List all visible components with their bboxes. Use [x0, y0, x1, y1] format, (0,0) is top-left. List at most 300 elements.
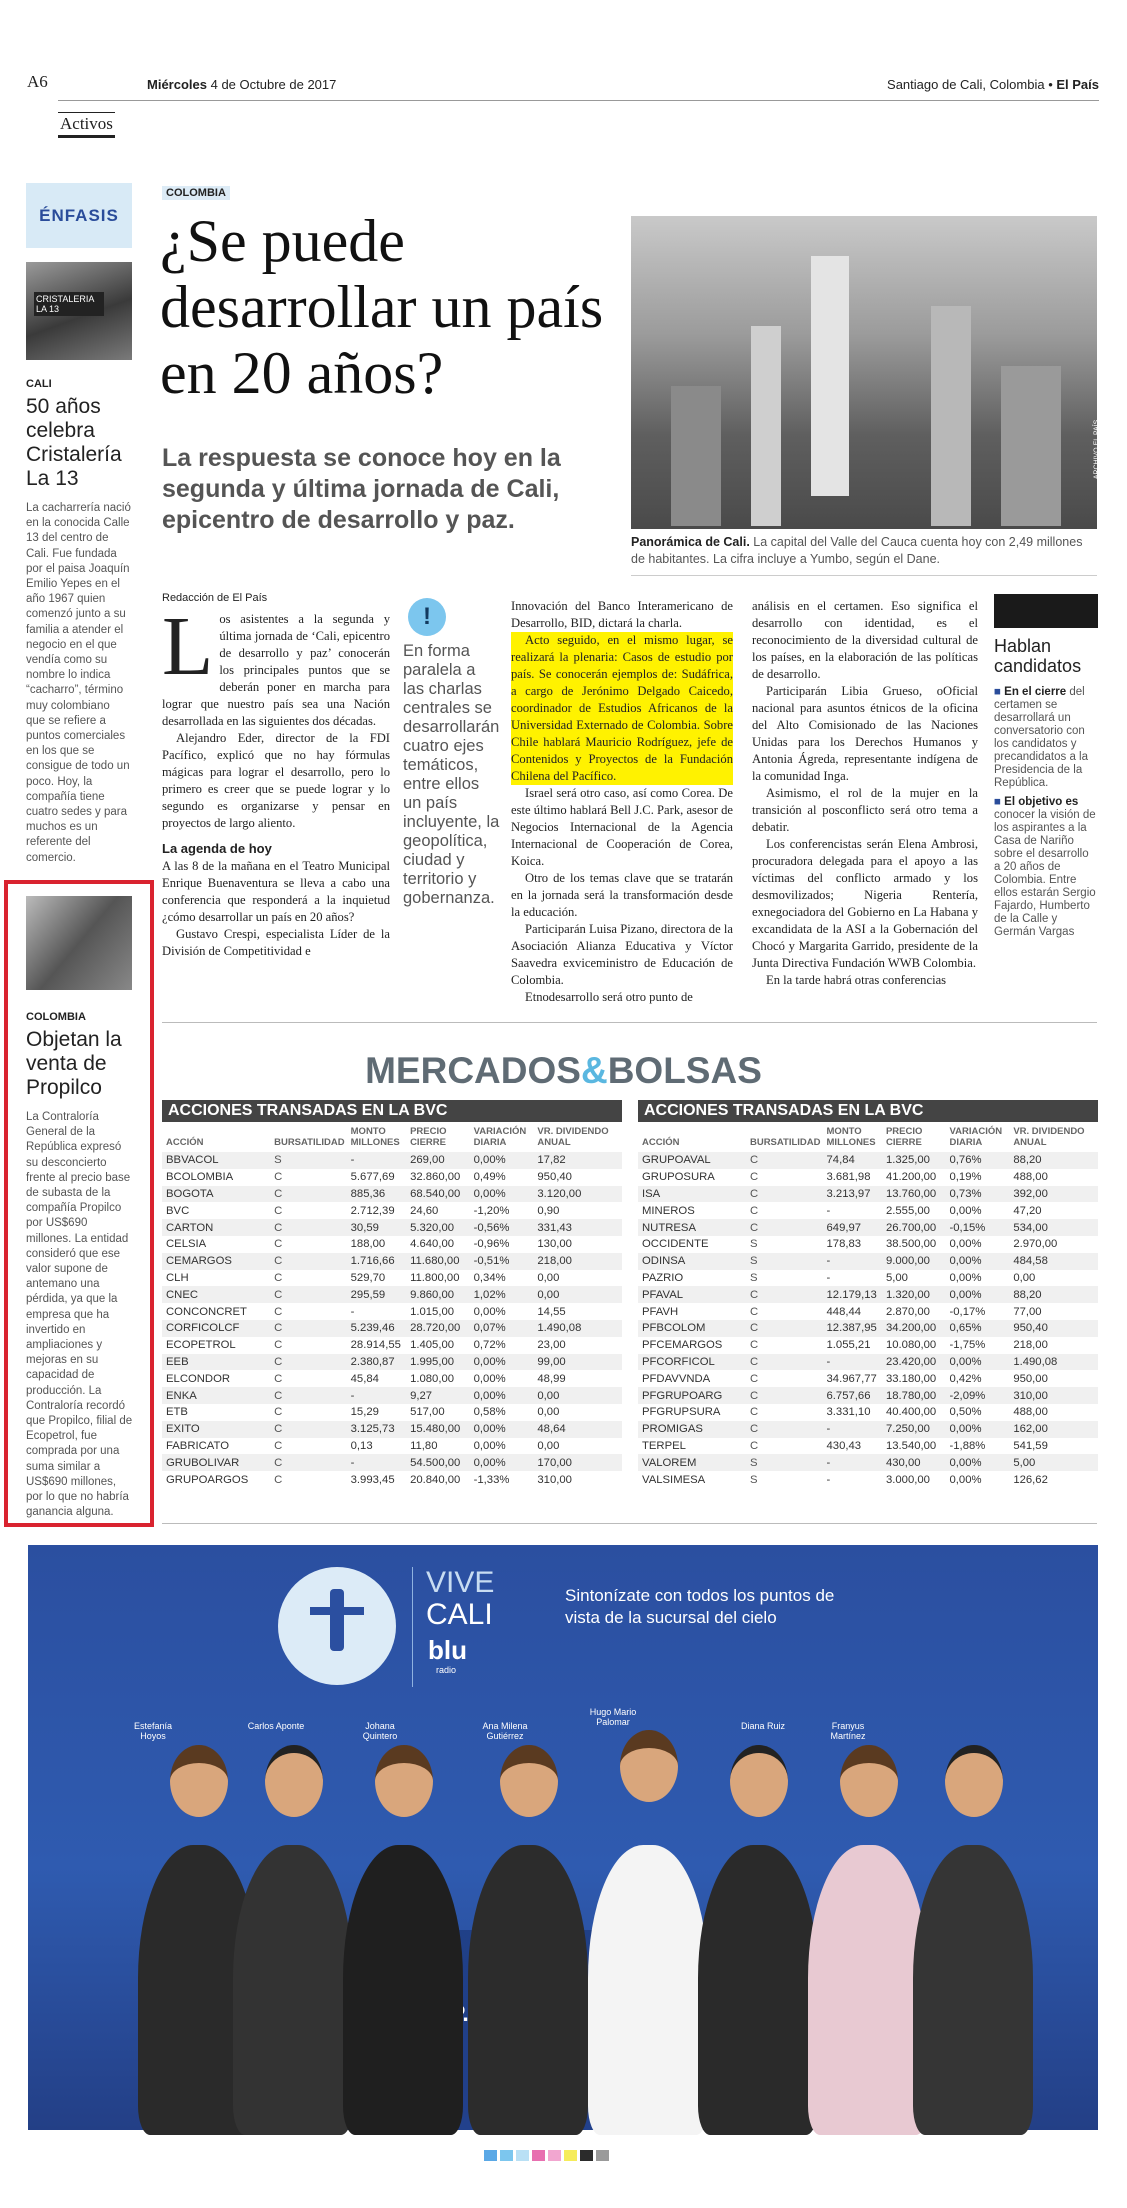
table-row	[638, 1303, 1098, 1320]
table-cell: -1,20%	[473, 1204, 510, 1217]
registration-swatch	[596, 2150, 609, 2161]
table-cell: 18.780,00	[882, 1387, 946, 1404]
table-row	[162, 1219, 622, 1236]
table-cell: 1,02%	[470, 1286, 534, 1303]
sidebar-label: ÉNFASIS	[26, 183, 132, 248]
registration-swatch	[548, 2150, 561, 2161]
box-title: Hablan candidatos	[994, 636, 1082, 676]
table-cell: C	[746, 1387, 823, 1404]
column-header: MONTO MILLONES	[350, 1126, 400, 1148]
table-cell: 430,00	[882, 1454, 946, 1471]
table-cell: BOGOTA	[162, 1186, 270, 1203]
table-cell: 3.331,10	[826, 1406, 871, 1419]
table-cell: CARTON	[162, 1219, 270, 1236]
table-cell: C	[270, 1320, 347, 1337]
table-cell: -	[826, 1204, 831, 1217]
table-cell: ISA	[638, 1186, 746, 1203]
table-cell: 484,58	[1009, 1253, 1098, 1270]
table-cell: S	[749, 1473, 758, 1486]
table-cell: -	[347, 1387, 406, 1404]
table-cell: 0,34%	[473, 1271, 506, 1284]
column-header: VARIACIÓN DIARIA	[473, 1126, 527, 1148]
table-cell: -0,56%	[470, 1219, 534, 1236]
cali-statue-logo	[278, 1567, 396, 1685]
table-cell: 68.540,00	[406, 1186, 470, 1203]
market-table-title: ACCIONES TRANSADAS EN LA BVC	[162, 1100, 622, 1122]
table-row	[162, 1186, 622, 1203]
table-row	[638, 1387, 1098, 1404]
presenter-name: Franyus Martínez	[830, 1721, 866, 1741]
table-cell: 0,90	[537, 1204, 560, 1217]
table-cell: C	[270, 1253, 347, 1270]
table-cell: 0,00	[1013, 1271, 1036, 1284]
photo-credit: ARCHIVO EL PAÍS	[1093, 419, 1101, 480]
story-kicker: CALI	[26, 378, 52, 390]
table-cell: 23,00	[537, 1339, 566, 1352]
column-header: VARIACIÓN DIARIA	[949, 1126, 1003, 1148]
table-cell: ODINSA	[638, 1253, 746, 1270]
table-cell: 170,00	[533, 1454, 622, 1471]
article-col-1: L os asistentes a la segunda y última jornada de ‘Cali, epicentro de desarrollo y paz’ conocerán los principales puntos que se deberán poner en marcha para lograr que nuestro país sea una Nación desarrollada en las siguientes dos décadas. Alejandro Eder, director de la FDI Pacífico, explicó que no hay fórmulas mágicas para lograr el desarrollo, pero lo primero es creer que se puede lograr y lo segundo es organizarse y pensar en proyectos de largo aliento. La agenda de hoy A las 8 de la mañana en el Teatro Municipal Enrique Buenaventura se lleva a cabo una conferencia que responderá a la inquietud ¿cómo desarrollar un país en 20 años? Gustavo Crespi, especialista Líder de la División de Competitividad e	[162, 600, 390, 958]
table-cell: PFGRUPOARG	[638, 1387, 746, 1404]
presenter-figure	[343, 1845, 463, 2135]
table-cell: ELCONDOR	[166, 1372, 231, 1385]
table-cell: 41.200,00	[885, 1171, 937, 1184]
table-cell: C	[749, 1372, 759, 1385]
table-row	[638, 1320, 1098, 1337]
registration-swatch	[500, 2150, 513, 2161]
table-cell: C	[270, 1186, 347, 1203]
ad-radio-small: radio	[436, 1665, 457, 1675]
ad-vive: VIVE	[426, 1566, 495, 1599]
ad-blu-small: blu	[428, 1635, 467, 1665]
table-cell: -2,09%	[946, 1387, 1010, 1404]
story-title[interactable]: 50 años celebra Cristalería La 13	[26, 395, 122, 490]
column-header: VR. DIVIDENDO ANUAL	[1013, 1126, 1085, 1148]
table-cell: 517,00	[410, 1406, 445, 1419]
table-cell: -	[823, 1253, 882, 1270]
table-row	[638, 1186, 1098, 1203]
table-cell: GRUPOARGOS	[166, 1473, 249, 1486]
presenter-face	[730, 1745, 788, 1817]
table-cell: 4.640,00	[410, 1238, 455, 1251]
table-cell: 0,00%	[473, 1372, 506, 1385]
presenter-figure	[698, 1845, 818, 2135]
table-row	[638, 1337, 1098, 1354]
header-date: Miércoles 4 de Octubre de 2017	[147, 77, 337, 92]
table-cell: 23.420,00	[882, 1354, 946, 1371]
table-cell: -	[823, 1421, 882, 1438]
table-cell: 34.967,77	[826, 1372, 877, 1385]
presenter-name: Ana Milena Gutiérrez	[482, 1721, 528, 1741]
table-cell: 188,00	[350, 1238, 386, 1251]
table-cell: 28.914,55	[350, 1339, 401, 1352]
table-cell: 15,29	[350, 1406, 379, 1419]
table-cell: C	[274, 1372, 283, 1385]
table-cell: PFBCOLOM	[638, 1320, 746, 1337]
dropcap: L	[162, 600, 214, 693]
ad-tagline: Sintonízate con todos los puntos de vista de la sucursal del cielo	[565, 1586, 835, 1627]
table-cell: 12.387,95	[823, 1320, 882, 1337]
sidebar-story-cristaleria	[26, 378, 132, 866]
presenter-figure	[468, 1845, 588, 2135]
table-cell: BBVACOL	[162, 1152, 270, 1169]
table-cell: 0,49%	[473, 1171, 506, 1184]
table-row	[162, 1169, 622, 1186]
table-cell: 5.677,69	[350, 1171, 395, 1184]
table-cell: 0,58%	[473, 1406, 506, 1419]
table-cell: 1.055,21	[826, 1339, 871, 1352]
article-subhead: La respuesta se conoce hoy en la segunda y última jornada de Cali, epicentro de desarrollo y paz.	[162, 444, 561, 534]
table-cell: 74,84	[823, 1152, 882, 1169]
table-cell: CONCONCRET	[166, 1305, 247, 1318]
table-cell: 54.500,00	[406, 1454, 470, 1471]
table-cell: 1.015,00	[410, 1305, 455, 1318]
section-label: Activos	[58, 112, 115, 138]
table-cell: 1.716,66	[347, 1253, 406, 1270]
table-cell: 28.720,00	[406, 1320, 470, 1337]
table-cell: 1.995,00	[406, 1354, 470, 1371]
table-cell: 178,83	[826, 1238, 862, 1251]
table-cell: 15.480,00	[406, 1421, 470, 1438]
table-row	[162, 1404, 622, 1421]
byline: Redacción de El País	[162, 592, 268, 604]
table-cell: 950,40	[537, 1171, 572, 1184]
photo-caption: Panorámica de Cali. La capital del Valle del Cauca cuenta hoy con 2,49 millones de habitantes. La cifra incluye a Yumbo, según el Dane.	[631, 535, 1083, 566]
cristaleria-photo	[26, 262, 132, 360]
table-cell: 9,27	[406, 1387, 470, 1404]
table-cell: 13.540,00	[885, 1439, 937, 1452]
table-row	[638, 1219, 1098, 1236]
table-cell: C	[746, 1286, 823, 1303]
table-cell: 0,76%	[946, 1152, 1010, 1169]
table-cell: -0,51%	[470, 1253, 534, 1270]
presenter-name: Hugo Mario Palomar	[589, 1707, 637, 1727]
column-header: ACCIÓN	[642, 1137, 680, 1148]
table-cell: 885,36	[347, 1186, 406, 1203]
table-cell: -	[347, 1152, 406, 1169]
registration-swatch	[564, 2150, 577, 2161]
table-cell: C	[746, 1152, 823, 1169]
table-cell: 0,00%	[470, 1354, 534, 1371]
table-cell: C	[749, 1204, 759, 1217]
table-cell: 0,00	[537, 1406, 560, 1419]
table-cell: PFDAVVNDA	[642, 1372, 711, 1385]
table-cell: 310,00	[1009, 1387, 1098, 1404]
table-cell: 3.681,98	[826, 1171, 871, 1184]
table-row	[638, 1370, 1098, 1387]
table-cell: 0,00%	[473, 1439, 506, 1452]
table-cell: 448,44	[826, 1305, 862, 1318]
article-col-2: Innovación del Banco Interamericano de Desarrollo, BID, dictará la charla. Acto seguido, en el mismo lugar, se realizará la plenaria: Casos de estudio por país. Se conocerán ejemplos de: Sudáfrica, a cargo de Jerónimo Delgado Caicedo, coordinador de Estudios Africanos de la Universidad Externado de Colombia. Sobre Chile hablará Mauricio Rodríguez, jefe de Contenidos y Proyectos de la Fundación Chilena del Pacífico. Israel será otro caso, así como Corea. De este último hablará Bell J.C. Park, asesor de Negocios Internacional de la Agencia Internacional de Cooperación de Corea, Koica. Otro de los temas clave que se tratarán en la jornada será la transformación desde la educación. Participarán Luisa Pizano, directora de la Asociación Alianza Educativa y Víctor Saavedra exviceministro de Educación de Colombia. Etnodesarrollo será otro punto de	[511, 599, 733, 1004]
subtitle-agenda: La agenda de hoy	[162, 841, 272, 856]
table-cell: C	[749, 1339, 759, 1352]
presenter-face	[620, 1730, 678, 1802]
table-cell: C	[274, 1238, 283, 1251]
table-cell: -	[823, 1354, 882, 1371]
presenter-face	[945, 1745, 1003, 1817]
table-cell: -	[823, 1454, 882, 1471]
table-row	[638, 1286, 1098, 1303]
table-row	[162, 1454, 622, 1471]
table-cell: C	[274, 1271, 283, 1284]
article-kicker: COLOMBIA	[162, 186, 230, 200]
column-header: MONTO MILLONES	[826, 1126, 876, 1148]
table-cell: 0,00%	[949, 1271, 982, 1284]
table-cell: 130,00	[537, 1238, 572, 1251]
box-black-band	[994, 594, 1098, 628]
table-row	[162, 1370, 622, 1387]
table-cell: 0,73%	[946, 1186, 1010, 1203]
table-cell: 162,00	[1009, 1421, 1098, 1438]
table-cell: 9.860,00	[406, 1286, 470, 1303]
table-cell: ENKA	[162, 1387, 270, 1404]
table-row	[162, 1253, 622, 1270]
header-location: Santiago de Cali, Colombia • El País	[887, 77, 1099, 92]
table-cell: C	[274, 1305, 283, 1318]
table-cell: TERPEL	[642, 1439, 686, 1452]
table-cell: 3.993,45	[350, 1473, 395, 1486]
table-cell: C	[274, 1204, 283, 1217]
table-cell: C	[749, 1406, 759, 1419]
table-cell: CLH	[166, 1271, 189, 1284]
table-cell: 0,00%	[946, 1454, 1010, 1471]
table-cell: 950,00	[1013, 1372, 1048, 1385]
table-cell: 0,00%	[949, 1473, 982, 1486]
table-cell: 88,20	[1009, 1286, 1098, 1303]
table-cell: 2.555,00	[885, 1204, 930, 1217]
table-cell: 0,00%	[470, 1421, 534, 1438]
market-table-left	[162, 1100, 622, 1488]
table-cell: -0,17%	[949, 1305, 986, 1318]
table-cell: 0,50%	[949, 1406, 982, 1419]
table-cell: -1,88%	[949, 1439, 986, 1452]
table-cell: C	[749, 1439, 759, 1452]
table-cell: 5,00	[1009, 1454, 1098, 1471]
story-body: La Contraloría General de la República expresó su desconcierto frente al precio base de subasta de la compañía Propilco por US$690 millones. La entidad consideró que ese valor supone de antemano una pérdida, ya que la empresa que ha invertido en ampliaciones y mejoras en su capacidad de producción. La Contraloría recordó que Propilco, filial de Ecopetrol, fue comprada por una suma similar a US$690 millones, por lo que no habría ganancia alguna.	[26, 1111, 133, 1519]
table-cell: MINEROS	[642, 1204, 695, 1217]
table-cell: 0,42%	[949, 1372, 982, 1385]
table-cell: -0,96%	[473, 1238, 510, 1251]
table-row	[638, 1438, 1098, 1455]
table-cell: EEB	[162, 1354, 270, 1371]
table-row	[162, 1303, 622, 1320]
table-cell: 13.760,00	[882, 1186, 946, 1203]
story-title[interactable]: Objetan la venta de Propilco	[26, 1028, 122, 1099]
table-cell: PFCEMARGOS	[642, 1339, 723, 1352]
table-cell: 2.970,00	[1013, 1238, 1058, 1251]
table-cell: 45,84	[350, 1372, 379, 1385]
table-cell: C	[270, 1354, 347, 1371]
table-cell: C	[746, 1421, 823, 1438]
radio-advertisement	[28, 1545, 1098, 2130]
table-cell: -	[347, 1454, 406, 1471]
table-row	[638, 1471, 1098, 1488]
table-cell: 295,59	[347, 1286, 406, 1303]
table-cell: 5,00	[885, 1271, 908, 1284]
table-cell: CELSIA	[166, 1238, 207, 1251]
table-cell: 38.500,00	[885, 1238, 937, 1251]
column-header: ACCIÓN	[166, 1137, 204, 1148]
table-cell: 26.700,00	[882, 1219, 946, 1236]
table-cell: 0,00%	[946, 1421, 1010, 1438]
table-cell: 126,62	[1013, 1473, 1048, 1486]
table-cell: C	[746, 1354, 823, 1371]
table-cell: BVC	[166, 1204, 190, 1217]
table-cell: 20.840,00	[410, 1473, 461, 1486]
table-cell: 0,65%	[946, 1320, 1010, 1337]
pull-icon: !	[408, 598, 446, 636]
table-cell: 48,99	[537, 1372, 566, 1385]
column-header: PRECIO CIERRE	[410, 1126, 447, 1148]
candidates-box: Hablan candidatos ■ En el cierre del certamen se desarrollará un conversatorio con los candidatos y precandidatos a la Presidencia de la República. ■ El objetivo es conocer la visión de los aspirantes a la Casa de Nariño sobre el desarrollo a 20 años de Colombia. Entre ellos estarán Sergio Fajardo, Humberto de la Calle y Germán Vargas	[994, 594, 1098, 939]
table-cell: 11.800,00	[410, 1271, 460, 1284]
cristaleria-sign: CRISTALERIA LA 13	[34, 292, 104, 316]
table-cell: 34.200,00	[882, 1320, 946, 1337]
table-cell: 10.080,00	[885, 1339, 937, 1352]
table-cell: 0,00%	[470, 1152, 534, 1169]
table-cell: 48,64	[533, 1421, 622, 1438]
market-table-right	[638, 1100, 1098, 1488]
table-cell: 30,59	[347, 1219, 406, 1236]
propilco-photo	[26, 896, 132, 990]
presenter-figure	[233, 1845, 353, 2135]
table-cell: C	[274, 1171, 283, 1184]
table-cell: ETB	[166, 1406, 188, 1419]
table-cell: 14,55	[537, 1305, 566, 1318]
table-cell: 0,00	[537, 1271, 560, 1284]
table-cell: 0,00%	[470, 1454, 534, 1471]
table-cell: 541,59	[1013, 1439, 1048, 1452]
table-cell: 534,00	[1009, 1219, 1098, 1236]
table-cell: 0,13	[350, 1439, 373, 1452]
table-cell: -	[826, 1473, 831, 1486]
table-cell: 99,00	[533, 1354, 622, 1371]
table-cell: NUTRESA	[638, 1219, 746, 1236]
table-row	[162, 1286, 622, 1303]
presenter-face	[840, 1745, 898, 1817]
table-cell: 0,00%	[946, 1286, 1010, 1303]
presenter-figure	[808, 1845, 928, 2135]
table-cell: 3.125,73	[347, 1421, 406, 1438]
table-cell: C	[749, 1171, 759, 1184]
story-kicker: COLOMBIA	[26, 1011, 86, 1023]
table-cell: PFCORFICOL	[638, 1354, 746, 1371]
table-cell: 310,00	[537, 1473, 572, 1486]
table-cell: 11,80	[410, 1439, 438, 1452]
table-cell: 12.179,13	[823, 1286, 882, 1303]
presenter-name: Carlos Aponte	[247, 1721, 305, 1731]
table-cell: 2.870,00	[885, 1305, 930, 1318]
table-cell: 1.490,08	[1009, 1354, 1098, 1371]
table-cell: 0,00%	[470, 1186, 534, 1203]
table-cell: 1.320,00	[882, 1286, 946, 1303]
table-cell: S	[749, 1238, 758, 1251]
table-cell: -	[350, 1305, 355, 1318]
presenter-face	[375, 1745, 433, 1817]
highlighted-paragraph: Acto seguido, en el mismo lugar, se realizará la plenaria: Casos de estudio por país. Se conocerán ejemplos de: Sudáfrica, a cargo de Jerónimo Delgado Caicedo, coordinador de Estudios Africanos de la Universidad Externado de Colombia. Sobre Chile hablará Mauricio Rodríguez, jefe de Contenidos y Proyectos de la Fundación Chilena del Pacífico.	[511, 633, 733, 783]
column-header: BURSATILIDAD	[274, 1137, 345, 1148]
table-row	[162, 1438, 622, 1455]
table-row	[638, 1421, 1098, 1438]
table-row	[638, 1270, 1098, 1287]
table-row	[162, 1202, 622, 1219]
table-cell: 17,82	[533, 1152, 622, 1169]
table-cell: GRUBOLIVAR	[162, 1454, 270, 1471]
registration-swatch	[580, 2150, 593, 2161]
presenter-face	[500, 1745, 558, 1817]
table-cell: S	[270, 1152, 347, 1169]
table-row	[162, 1471, 622, 1488]
table-row	[162, 1337, 622, 1354]
table-cell: 1.325,00	[882, 1152, 946, 1169]
table-row	[162, 1236, 622, 1253]
table-cell: 5.239,46	[347, 1320, 406, 1337]
table-cell: 3.000,00	[885, 1473, 930, 1486]
table-row	[162, 1152, 622, 1169]
table-row	[638, 1202, 1098, 1219]
table-cell: OCCIDENTE	[642, 1238, 709, 1251]
table-cell: -0,15%	[946, 1219, 1010, 1236]
table-cell: 0,00%	[949, 1238, 982, 1251]
cali-panorama-photo	[631, 216, 1101, 529]
table-cell: C	[270, 1421, 347, 1438]
table-cell: 47,20	[1013, 1204, 1042, 1217]
table-cell: 331,43	[533, 1219, 622, 1236]
table-cell: 0,00	[533, 1286, 622, 1303]
table-cell: C	[274, 1473, 283, 1486]
table-cell: 218,00	[533, 1253, 622, 1270]
table-row	[638, 1404, 1098, 1421]
table-cell: PAZRIO	[642, 1271, 684, 1284]
table-row	[638, 1454, 1098, 1471]
table-cell: 0,00	[533, 1387, 622, 1404]
markets-title: MERCADOS&BOLSAS	[365, 1050, 762, 1091]
table-cell: C	[746, 1219, 823, 1236]
table-cell: 0,00%	[470, 1387, 534, 1404]
column-header: PRECIO CIERRE	[885, 1126, 923, 1148]
table-cell: 77,00	[1013, 1305, 1042, 1318]
table-cell: GRUPOAVAL	[638, 1152, 746, 1169]
table-cell: -1,33%	[473, 1473, 510, 1486]
table-cell: 529,70	[350, 1271, 386, 1284]
table-cell: 33.180,00	[885, 1372, 937, 1385]
table-cell: EXITO	[162, 1421, 270, 1438]
table-cell: PFAVH	[642, 1305, 679, 1318]
table-cell: GRUPOSURA	[642, 1171, 715, 1184]
table-row	[162, 1320, 622, 1337]
table-cell: 1.405,00	[410, 1339, 455, 1352]
table-cell: 392,00	[1009, 1186, 1098, 1203]
table-cell: 3.120,00	[533, 1186, 622, 1203]
table-cell: C	[270, 1219, 347, 1236]
table-cell: 40.400,00	[885, 1406, 937, 1419]
table-cell: C	[749, 1305, 759, 1318]
table-cell: 0,00%	[946, 1354, 1010, 1371]
table-cell: 0,72%	[473, 1339, 506, 1352]
table-row	[162, 1387, 622, 1404]
table-cell: 649,97	[823, 1219, 882, 1236]
table-cell: 0,00%	[473, 1305, 506, 1318]
table-cell: C	[746, 1320, 823, 1337]
table-cell: 6.757,66	[823, 1387, 882, 1404]
table-cell: -1,75%	[949, 1339, 986, 1352]
table-cell: 950,40	[1009, 1320, 1098, 1337]
table-cell: 0,00%	[946, 1253, 1010, 1270]
table-cell: CNEC	[162, 1286, 270, 1303]
table-row	[638, 1236, 1098, 1253]
table-cell: PROMIGAS	[638, 1421, 746, 1438]
